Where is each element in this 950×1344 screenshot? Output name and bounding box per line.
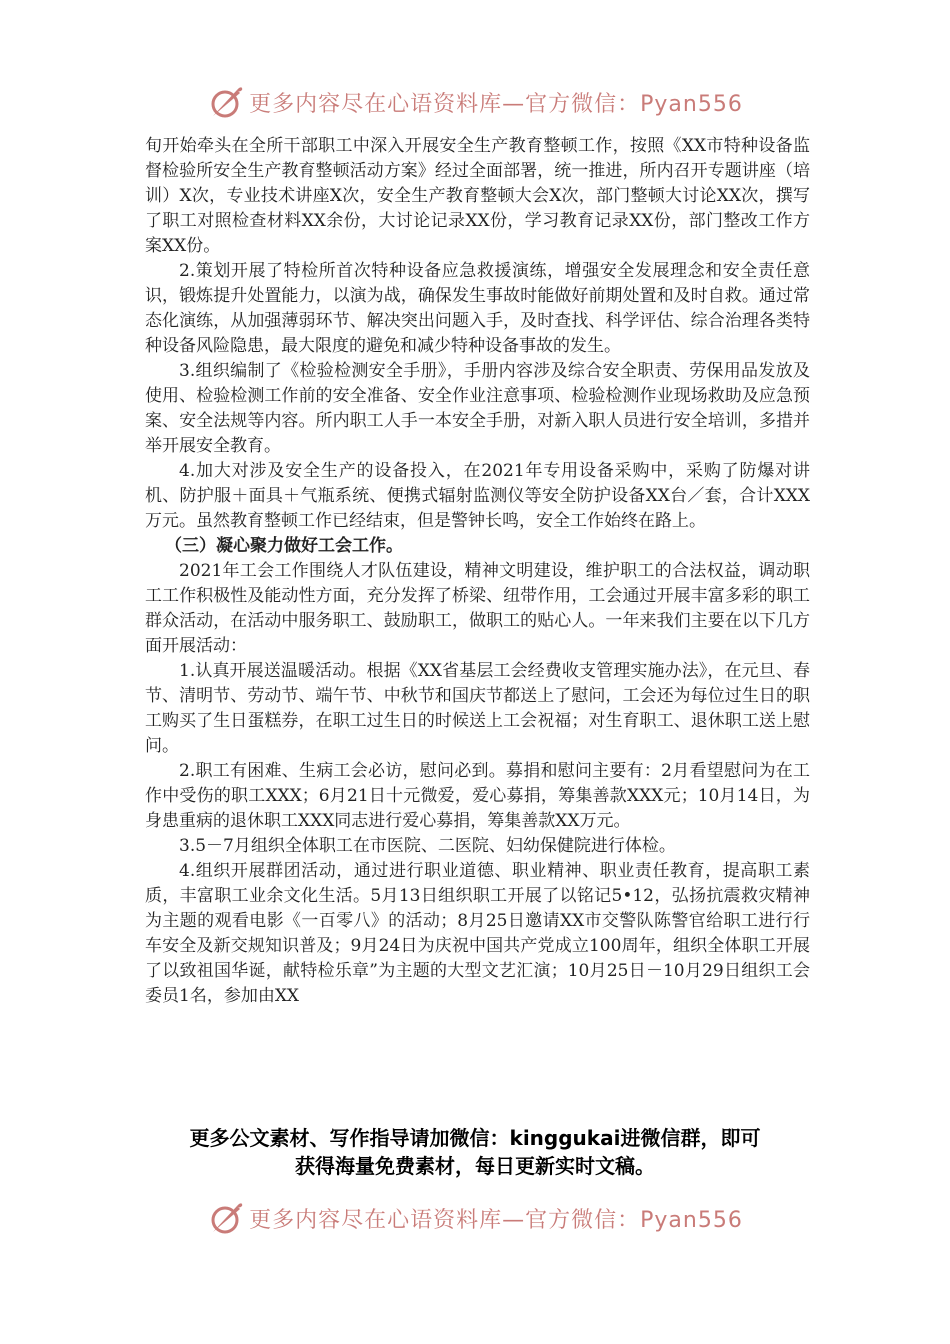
paragraph-item-2-drill: 2.策划开展了特检所首次特种设备应急救援演练，增强安全发展理念和安全责任意识，锻炼提升处置能力，以演为战，确保发生事故时能做好前期处置和及时自救。通过常态化演练，从加强薄弱环节、解决突出问题入手，及时查找、科学评估、综合治理各类特种设备风险隐患，最大限度的避免和减少特种设备事故的发生。 — [145, 261, 810, 356]
quill-logo-icon — [207, 1200, 243, 1236]
paragraph-item-4-equipment: 4.加大对涉及安全生产的设备投入，在2021年专用设备采购中，采购了防爆对讲机、防护服＋面具＋气瓶系统、便携式辐射监测仪等安全防护设备XX台／套，合计XXX万元。虽然教育整顿工作已经结束，但是警钟长鸣，安全工作始终在路上。 — [145, 461, 810, 531]
header-banner-text: 更多内容尽在心语资料库—官方微信：Pyan556 — [249, 91, 743, 117]
document-body — [145, 134, 810, 1009]
promo-line-1: 更多公文素材、写作指导请加微信：kinggukai进微信群，即可 — [189, 1126, 761, 1150]
quill-logo-icon — [207, 84, 243, 120]
paragraph-union-item-3: 3.5－7月组织全体职工在市医院、二医院、妇幼保健院进行体检。 — [179, 836, 676, 856]
paragraph-union-item-4: 4.组织开展群团活动，通过进行职业道德、职业精神、职业责任教育，提高职工素质，丰富职工业余文化生活。5月13日组织职工开展了以铭记5•12，弘扬抗震救灾精神为主题的观看电影《一百零八》的活动；8月25日邀请XX市交警队陈警官给职工进行行车安全及新交规知识普及；9月24日为庆祝中国共产党成立100周年，组织全体职工开展了以致祖国华诞，献特检乐章”为主题的大型文艺汇演；10月25日－10月29日组织工会委员1名，参加由XX — [145, 861, 810, 1006]
footer-banner — [0, 1198, 950, 1238]
paragraph-union-item-2: 2.职工有困难、生病工会必访，慰问必到。募捐和慰问主要有：2月看望慰问为在工作中受伤的职工XXX；6月21日十元微爱，爱心募捐，筹集善款XXX元；10月14日，为身患重病的退休职工XXX同志进行爱心募捐，筹集善款XX万元。 — [145, 761, 810, 831]
header-banner — [0, 82, 950, 122]
paragraph-item-3-handbook: 3.组织编制了《检验检测安全手册》，手册内容涉及综合安全职责、劳保用品发放及使用、检验检测工作前的安全准备、安全作业注意事项、检验检测作业现场救助及应急预案、安全法规等内容。所内职工人手一本安全手册，对新入职人员进行安全培训，多措并举开展安全教育。 — [145, 361, 810, 456]
paragraph-union-item-1: 1.认真开展送温暖活动。根据《XX省基层工会经费收支管理实施办法》，在元旦、春节、清明节、劳动节、端午节、中秋节和国庆节都送上了慰问，工会还为每位过生日的职工购买了生日蛋糕券，在职工过生日的时候送上工会祝福；对生育职工、退休职工送上慰问。 — [145, 661, 810, 756]
footer-banner-text: 更多内容尽在心语资料库—官方微信：Pyan556 — [249, 1207, 743, 1233]
promo-message — [120, 1124, 830, 1180]
promo-line-2: 获得海量免费素材，每日更新实时文稿。 — [295, 1154, 655, 1178]
paragraph-union-intro: 2021年工会工作围绕人才队伍建设，精神文明建设，维护职工的合法权益，调动职工工作积极性及能动性方面，充分发挥了桥梁、纽带作用，工会通过开展丰富多彩的职工群众活动，在活动中服务职工、鼓励职工，做职工的贴心人。一年来我们主要在以下几方面开展活动： — [145, 561, 810, 656]
paragraph-continued: 旬开始牵头在全所干部职工中深入开展安全生产教育整顿工作，按照《XX市特种设备监督检验所安全生产教育整顿活动方案》经过全面部署，统一推进，所内召开专题讲座（培训）X次，专业技术讲座X次，安全生产教育整顿大会X次，部门整顿大讨论XX次，撰写了职工对照检查材料XX余份，大讨论记录XX份，学习教育记录XX份，部门整改工作方案XX份。 — [145, 136, 810, 256]
section-heading-union-work: （三）凝心聚力做好工会工作。 — [165, 536, 403, 556]
